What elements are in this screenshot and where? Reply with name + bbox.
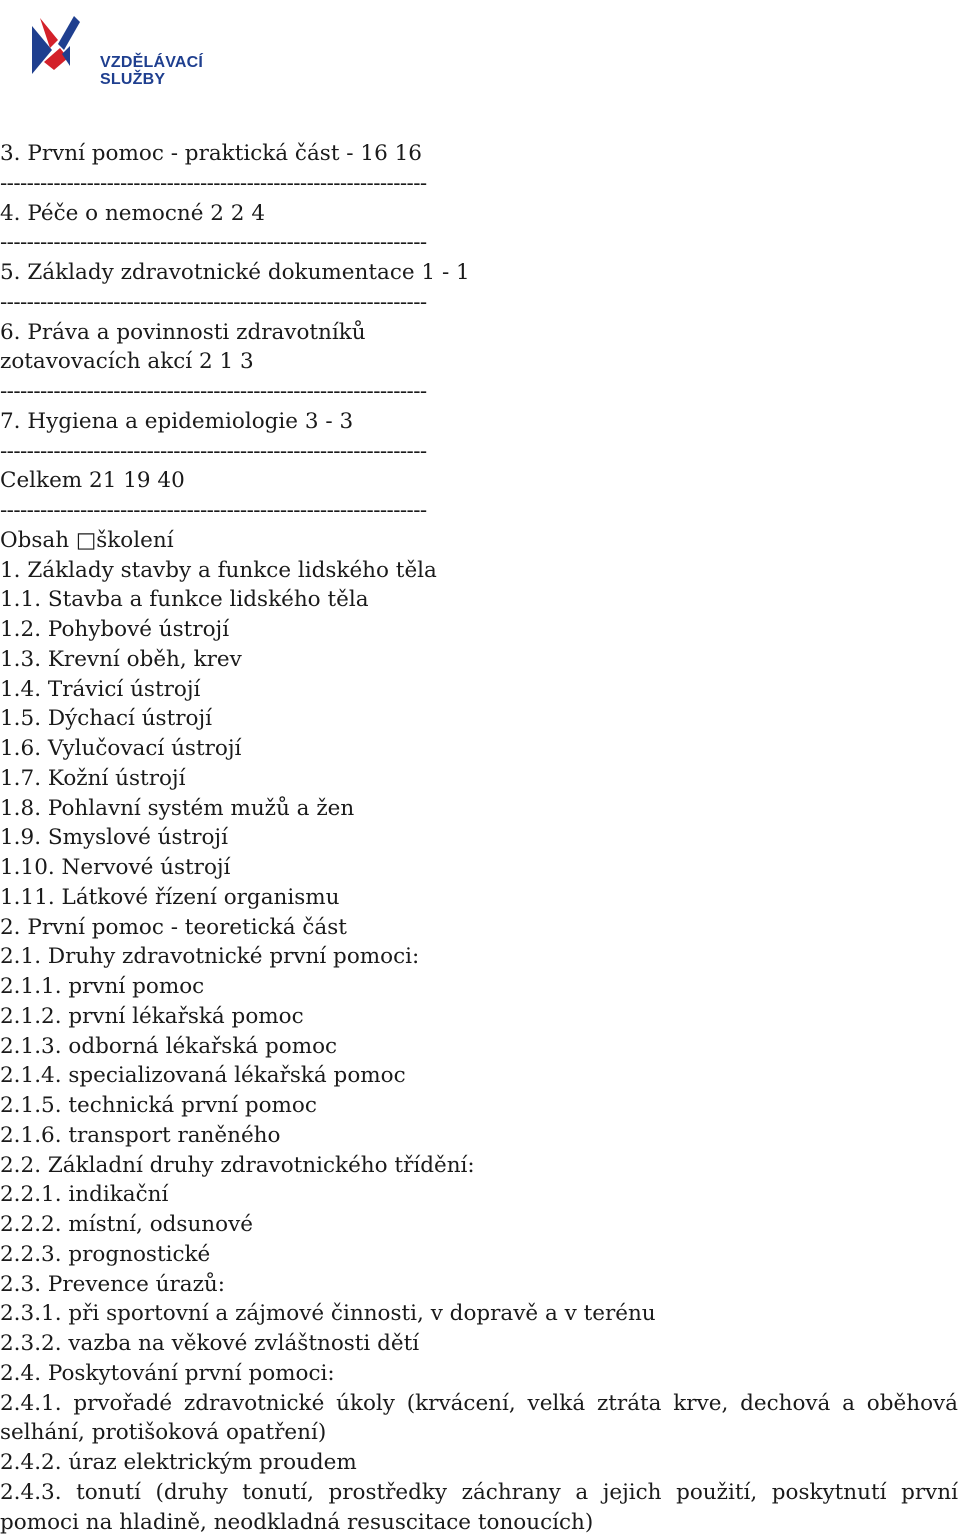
contents-item: 2. První pomoc - teoretická část [0, 914, 347, 940]
contents-item: 2.2.1. indikační [0, 1182, 169, 1208]
contents-item: 2.1.1. první pomoc [0, 974, 205, 999]
contents-item: 2.4. Poskytování první pomoci: [0, 1360, 335, 1386]
contents-item: 2.1.2. první lékařská pomoc [0, 1003, 304, 1029]
logo-line-1: VZDĚLÁVACÍ [100, 54, 204, 71]
contents-item: 2.1.5. technická první pomoc [0, 1093, 317, 1118]
table-row-continuation: zotavovacích akcí 2 1 3 [0, 349, 254, 375]
contents-item: 2.1. Druhy zdravotnické první pomoci: [0, 944, 420, 970]
contents-item: 1.8. Pohlavní systém mužů a žen [0, 795, 355, 821]
contents-item: 1. Základy stavby a funkce lidského těla [0, 557, 437, 583]
contents-item: 1.3. Krevní oběh, krev [0, 646, 242, 672]
contents-item: 1.7. Kožní ústrojí [0, 765, 186, 791]
company-logo [30, 14, 204, 90]
logo-line-2: SLUŽBY [100, 71, 166, 88]
contents-heading: Obsah □školení [0, 527, 174, 553]
table-row: 4. Péče o nemocné 2 2 4 [0, 200, 266, 226]
contents-item: 1.2. Pohybové ústrojí [0, 617, 230, 642]
contents-item: 2.1.4. specializovaná lékařská pomoc [0, 1063, 406, 1089]
contents-item: 2.2.3. prognostické [0, 1241, 211, 1267]
contents-item: 1.4. Trávicí ústrojí [0, 676, 201, 702]
contents-item: 2.3.1. při sportovní a zájmové činnosti, v dopravě a v terénu [0, 1301, 656, 1327]
separator-line: ---------------------------------------------------------------- [0, 230, 427, 256]
contents-item: 2.1.3. odborná lékařská pomoc [0, 1033, 338, 1059]
contents-item: 1.9. Smyslové ústrojí [0, 825, 228, 851]
logo-text [100, 54, 203, 88]
table-total-row: Celkem 21 19 40 [0, 468, 185, 494]
separator-line: ---------------------------------------------------------------- [0, 438, 427, 464]
separator-line: ---------------------------------------------------------------- [0, 379, 427, 404]
contents-item: 1.1. Stavba a funkce lidského těla [0, 587, 369, 613]
table-row: 5. Základy zdravotnické dokumentace 1 - 1 [0, 260, 470, 285]
contents-item: 2.1.6. transport raněného [0, 1122, 281, 1148]
contents-item: 1.6. Vylučovací ústrojí [0, 736, 242, 761]
separator-line: ---------------------------------------------------------------- [0, 498, 427, 523]
contents-item-long: 2.4.3. tonutí (druhy tonutí, prostředky záchrany a jejich použití, poskytnutí první pomoci na hladině, neodkladná resuscitace tonoucích) [0, 1479, 958, 1535]
contents-item: 2.3. Prevence úrazů: [0, 1271, 226, 1297]
table-row: 3. První pomoc - praktická část - 16 16 [0, 141, 422, 166]
contents-item: 1.11. Látkové řízení organismu [0, 884, 340, 910]
contents-item: 2.2.2. místní, odsunové [0, 1212, 253, 1237]
table-row: 6. Práva a povinnosti zdravotníků [0, 319, 366, 345]
contents-item: 2.3.2. vazba na věkové zvláštnosti dětí [0, 1331, 420, 1356]
contents-item-long: 2.4.1. prvořadé zdravotnické úkoly (krvácení, velká ztráta krve, dechová a oběhová selhání, protišoková opatření) [0, 1390, 958, 1446]
contents-item: 1.5. Dýchací ústrojí [0, 706, 212, 732]
contents-item: 1.10. Nervové ústrojí [0, 855, 231, 880]
separator-line: ---------------------------------------------------------------- [0, 289, 427, 315]
contents-item: 2.2. Základní druhy zdravotnického třídění: [0, 1152, 475, 1178]
document-body [0, 139, 958, 1537]
separator-line: ---------------------------------------------------------------- [0, 170, 427, 196]
table-row: 7. Hygiena a epidemiologie 3 - 3 [0, 408, 354, 434]
contents-item: 2.4.2. úraz elektrickým proudem [0, 1450, 357, 1475]
